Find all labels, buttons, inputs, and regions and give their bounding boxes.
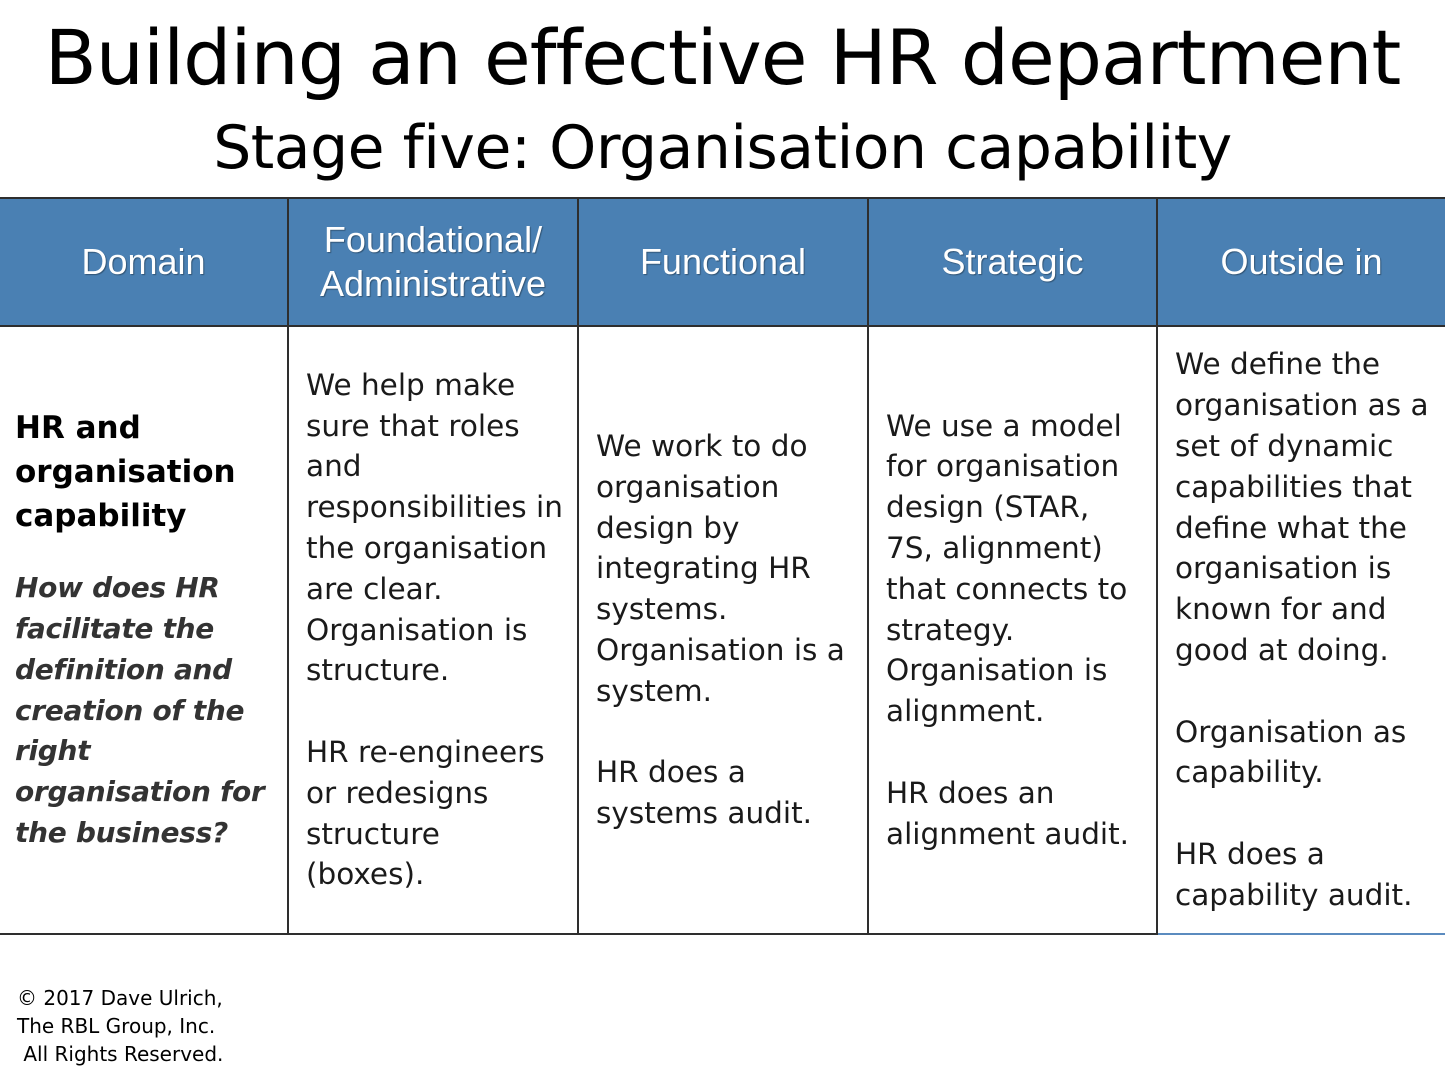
domain-question: How does HR facilitate the definition and creation of the right organisation for the business? — [15, 571, 265, 849]
copyright-line: All Rights Reserved. — [17, 1042, 224, 1066]
functional-cell — [578, 326, 868, 934]
copyright-line: © 2017 Dave Ulrich, — [17, 986, 223, 1010]
outside-in-description: We define the organisation as a set of dynamic capabilities that define what the organisation is known for and good at doing. — [1175, 347, 1429, 667]
foundational-cell — [288, 326, 578, 934]
foundational-description: We help make sure that roles and responsibilities in the organisation are clear. Organisation is structure. — [306, 367, 563, 688]
outside-in-summary: Organisation as capability. — [1175, 714, 1407, 790]
outside-in-cell — [1157, 326, 1445, 934]
page-title: Building an effective HR department — [44, 13, 1401, 102]
column-header-outside-in: Outside in — [1157, 198, 1445, 326]
foundational-audit: HR re-engineers or redesigns structure (boxes). — [306, 734, 545, 892]
capability-table — [0, 197, 1445, 935]
table-row — [0, 326, 1445, 934]
strategic-description: We use a model for organisation design (STAR, 7S, alignment) that connects to strategy. Organisation is alignment. — [886, 408, 1128, 729]
domain-name: HR and organisation capability — [15, 410, 236, 535]
column-header-domain: Domain — [0, 198, 288, 326]
column-header-strategic: Strategic — [868, 198, 1157, 326]
copyright-notice — [17, 984, 223, 1068]
outside-in-audit: HR does a capability audit. — [1175, 836, 1413, 912]
functional-audit: HR does a systems audit. — [596, 755, 813, 831]
column-header-foundational: Foundational/ Administrative — [288, 198, 578, 326]
table-header-row — [0, 198, 1445, 326]
strategic-cell — [868, 326, 1157, 934]
copyright-line: The RBL Group, Inc. — [17, 1014, 216, 1038]
strategic-audit: HR does an alignment audit. — [886, 775, 1130, 851]
column-header-functional: Functional — [578, 198, 868, 326]
page-subtitle: Stage five: Organisation capability — [213, 113, 1232, 183]
functional-description: We work to do organisation design by integrating HR systems. Organisation is a system. — [596, 429, 845, 708]
domain-cell — [0, 326, 288, 934]
